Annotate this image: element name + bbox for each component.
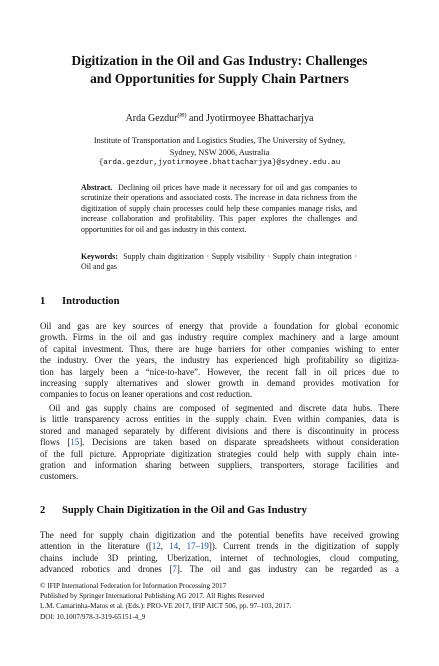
text-line — [40, 541, 399, 552]
abstract — [81, 183, 357, 235]
section2-paragraph-1 — [40, 530, 399, 576]
citation-link[interactable]: 17–19 — [186, 541, 209, 552]
intro-paragraph-2 — [40, 403, 399, 483]
author-emails: {arda.gezdur,jyotirmoyee.bhattacharjya}@sydney.edu.au — [98, 159, 341, 167]
author-list — [40, 112, 399, 125]
section-title: Supply Chain Digitization in the Oil and Gas Industry — [62, 505, 307, 516]
section-title: Introduction — [62, 296, 120, 307]
text-fragment: attention in the literature ([ — [40, 541, 152, 552]
text-line: of the full picture. Appropriate digitization strategies could help with supply chain inte- — [40, 448, 399, 459]
copyright-footer — [40, 581, 399, 622]
citation-link[interactable]: 7 — [172, 564, 177, 575]
author-conjunction: and — [186, 113, 206, 124]
citation-link[interactable]: 15 — [70, 437, 80, 448]
text-line: of capital investment. Thus, there are huge barriers for other companies wishing to enter — [40, 343, 399, 354]
abstract-text: Declining oil prices have made it necessary for oil and gas companies to scrutinize their operations and associated costs. The increase in data richness from the digitization of supply chain processes could help these companies manage risks, and increase collaboration and profitability. This paper explores the challenges and opportunities for oil and gas industry in this context. — [81, 183, 357, 234]
doi-line: DOI: 10.1007/978-3-319-65151-4_9 — [40, 612, 146, 621]
affiliation — [60, 135, 379, 170]
text-fragment: , — [160, 541, 170, 552]
section-number: 2 — [40, 505, 46, 516]
text-fragment: , — [178, 541, 187, 552]
proceedings-line: L.M. Camarinha-Matos et al. (Eds.): PRO-VE 2017, IFIP AICT 506, pp. 97–103, 2017. — [40, 602, 292, 611]
intro-paragraph-1 — [40, 321, 399, 401]
text-line: Oil and gas are key sources of energy that provide a foundation for global economic — [40, 321, 399, 331]
citation-link[interactable]: 14 — [169, 541, 179, 552]
text-line: growth. Firms in the oil and gas industry require complex machinery and a large amount — [40, 332, 399, 343]
abstract-label: Abstract. — [81, 183, 113, 192]
keywords — [81, 252, 357, 273]
text-line: tion has largely been a “nice-to-have”. However, the recent fall in oil prices due to — [40, 366, 399, 377]
section-number: 1 — [40, 296, 46, 307]
affiliation-line-1: Institute of Transportation and Logistics Studies, The University of Sydney, — [93, 136, 346, 145]
text-line: companies to focus on leaner operations and cost reduction. — [40, 389, 253, 400]
text-line: Oil and gas supply chains are composed of segmented and discrete data hubs. There — [49, 403, 399, 413]
copyright-line: © IFIP International Federation for Information Processing 2017 — [40, 582, 227, 590]
title-line-2: and Opportunities for Supply Chain Partners — [90, 71, 349, 86]
text-line — [40, 437, 399, 448]
text-line: gration and information sharing between suppliers, transporters, storage facilities and — [40, 459, 399, 470]
text-line: the industry. Over the years, the industry has experienced high profitability so digitiza- — [40, 355, 399, 366]
text-fragment: ]). Current trends in the digitization of supply — [208, 541, 400, 552]
citation-link[interactable]: 12 — [151, 541, 161, 552]
author-name-2: Jyotirmoyee Bhattacharjya — [205, 113, 314, 124]
keywords-text: Supply chain digitization · Supply visibility · Supply chain integration · Oil and gas — [81, 252, 357, 272]
section-heading-digitization — [40, 505, 307, 516]
text-fragment: ]. The oil and gas industry can be regarded as a — [176, 564, 400, 575]
keywords-label: Keywords: — [81, 252, 118, 261]
paper-title — [40, 52, 399, 88]
text-line: customers. — [40, 471, 79, 482]
author-name-1: Arda Gezdur — [125, 113, 178, 124]
title-line-1: Digitization in the Oil and Gas Industry: Challenges — [71, 53, 368, 68]
section-heading-introduction — [40, 296, 120, 307]
text-line: stored and managed separately by different divisions and there is discontinuity in process — [40, 425, 399, 436]
text-fragment: flows [ — [40, 437, 71, 448]
corresponding-author-mark: (✉) — [177, 113, 187, 119]
text-fragment: advanced robotics and drones [ — [40, 564, 173, 575]
text-fragment: ]. Decisions are taken based on disparate spreadsheets without consideration — [79, 437, 399, 448]
text-line: chains include 3D printing, Uberization, internet of technologies, cloud computing, — [40, 552, 399, 563]
publisher-line: Published by Springer International Publishing AG 2017. All Rights Reserved — [40, 592, 265, 601]
text-line: is little transparency across entities in the supply chain. Even within companies, data is — [40, 414, 399, 425]
text-line — [40, 564, 399, 575]
text-line: increasing supply alternatives and slower growth in demand provides motivation for — [40, 377, 399, 388]
affiliation-line-2: Sydney, NSW 2006, Australia — [169, 147, 270, 157]
text-line: The need for supply chain digitization and the potential benefits have received growing — [40, 530, 399, 540]
